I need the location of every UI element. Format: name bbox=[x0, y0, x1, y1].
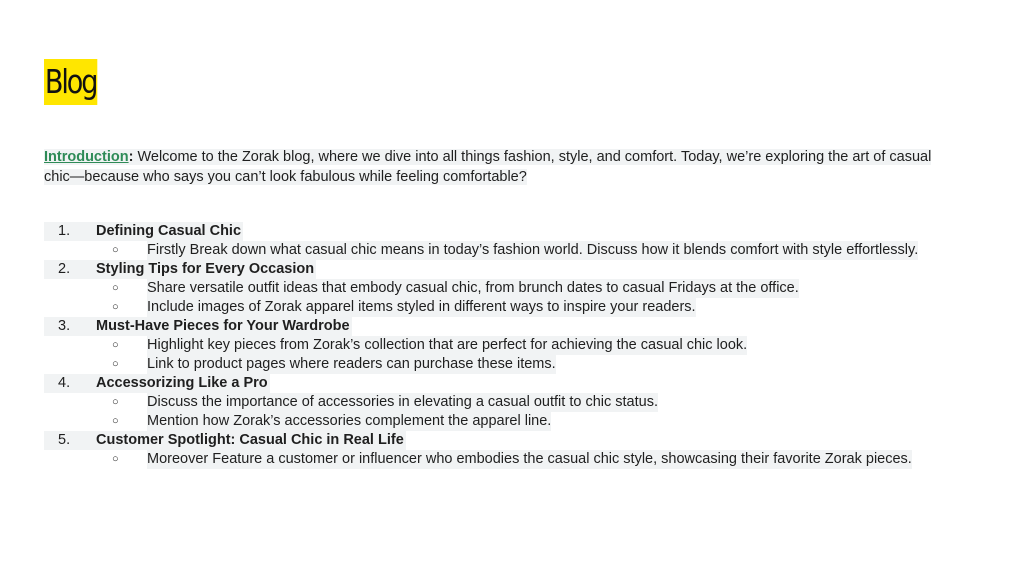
outline-point-text: Link to product pages where readers can purchase these items. bbox=[147, 356, 556, 372]
intro-colon: : bbox=[128, 149, 134, 165]
outline-point-text: Highlight key pieces from Zorak’s collection that are perfect for achieving the casual chic look. bbox=[147, 337, 748, 353]
outline-item bbox=[44, 222, 984, 241]
outline-item bbox=[44, 260, 984, 279]
page-title: Blog bbox=[44, 59, 97, 105]
outline-point-text: Mention how Zorak’s accessories complement the apparel line. bbox=[147, 413, 552, 429]
outline-point-text: Share versatile outfit ideas that embody casual chic, from brunch dates to casual Fridays at the office. bbox=[147, 280, 799, 296]
bullet-icon: ○ bbox=[112, 244, 119, 256]
outline-heading: Accessorizing Like a Pro bbox=[96, 375, 268, 391]
outline-point-text: Firstly Break down what casual chic means in today’s fashion world. Discuss how it blends comfort with style effortlessly. bbox=[147, 242, 919, 258]
bullet-icon: ○ bbox=[112, 301, 119, 313]
outline-item bbox=[44, 431, 984, 450]
bullet-icon: ○ bbox=[112, 453, 119, 465]
blog-outline bbox=[44, 222, 984, 469]
outline-point bbox=[44, 450, 984, 469]
outline-point bbox=[44, 279, 984, 298]
bullet-icon: ○ bbox=[112, 339, 119, 351]
outline-heading: Styling Tips for Every Occasion bbox=[96, 261, 315, 277]
bullet-icon: ○ bbox=[112, 282, 119, 294]
outline-point-text: Discuss the importance of accessories in elevating a casual outfit to chic status. bbox=[147, 394, 658, 410]
outline-point-text: Include images of Zorak apparel items styled in different ways to inspire your readers. bbox=[147, 299, 696, 315]
intro-text-line-1: Welcome to the Zorak blog, where we dive into all things fashion, style, and comfort. Today, we’re exploring the art of casual bbox=[133, 149, 932, 165]
outline-point bbox=[44, 355, 984, 374]
outline-heading: Defining Casual Chic bbox=[96, 223, 242, 239]
list-number: 5. bbox=[44, 431, 96, 450]
intro-paragraph bbox=[44, 147, 984, 187]
list-number: 2. bbox=[44, 260, 96, 279]
outline-point bbox=[44, 298, 984, 317]
outline-heading: Customer Spotlight: Casual Chic in Real Life bbox=[96, 432, 404, 448]
intro-link[interactable]: Introduction bbox=[44, 149, 129, 165]
bullet-icon: ○ bbox=[112, 396, 119, 408]
outline-point bbox=[44, 241, 984, 260]
list-number: 3. bbox=[44, 317, 96, 336]
outline-item bbox=[44, 317, 984, 336]
bullet-icon: ○ bbox=[112, 358, 119, 370]
outline-point bbox=[44, 412, 984, 431]
outline-point bbox=[44, 336, 984, 355]
outline-point-text: Moreover Feature a customer or influencer who embodies the casual chic style, showcasing their favorite Zorak pieces. bbox=[147, 451, 912, 467]
outline-item bbox=[44, 374, 984, 393]
outline-point bbox=[44, 393, 984, 412]
list-number: 4. bbox=[44, 374, 96, 393]
list-number: 1. bbox=[44, 222, 96, 241]
outline-heading: Must-Have Pieces for Your Wardrobe bbox=[96, 318, 350, 334]
bullet-icon: ○ bbox=[112, 415, 119, 427]
intro-text-line-2: chic—because who says you can’t look fabulous while feeling comfortable? bbox=[44, 169, 527, 185]
